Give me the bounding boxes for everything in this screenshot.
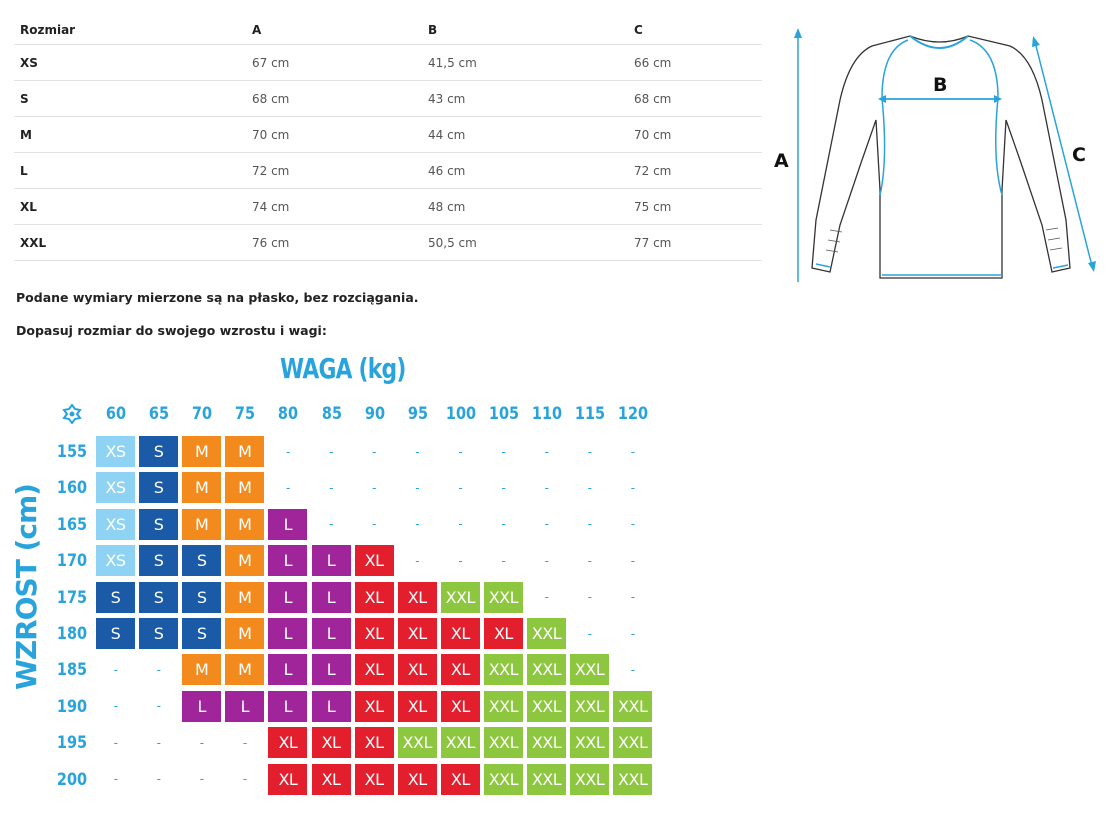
shirt-illustration [770,20,1105,295]
weight-header: 95 [407,404,428,424]
size-cell: - [587,444,592,459]
size-cell: L [268,545,307,576]
size-cell: S [139,509,178,540]
size-cell: XL [312,727,351,758]
size-cell: - [587,480,592,495]
weight-header: 90 [364,404,385,424]
size-measure: 43 cm [422,81,628,117]
size-cell: - [242,772,247,787]
size-cell: - [544,480,549,495]
note-flat: Podane wymiary mierzone są na płasko, bez rozciągania. [16,290,419,305]
size-cell: XL [398,618,437,649]
height-header: 185 [56,660,88,681]
height-header: 155 [56,442,88,462]
size-cell: XL [398,582,437,613]
height-header: 190 [56,696,88,717]
size-cell: - [458,553,463,568]
size-row [14,189,762,225]
height-header: 180 [56,624,88,644]
size-cell: L [312,582,351,613]
size-cell: XXL [441,582,480,613]
size-cell: XL [441,654,480,685]
size-cell: - [587,626,592,641]
size-cell: XL [355,654,394,685]
size-cell: XS [96,472,135,503]
size-cell: - [242,735,247,750]
size-cell: - [630,662,635,677]
size-measure: 67 cm [246,45,422,81]
size-cell: - [113,699,118,714]
size-cell: XXL [570,764,609,795]
size-cell: XS [96,509,135,540]
size-cell: - [199,772,204,787]
size-measure: 70 cm [628,117,762,153]
size-measure: 75 cm [628,189,762,225]
size-cell: XXL [570,691,609,722]
size-cell: - [285,480,290,495]
size-cell: M [225,509,264,540]
size-cell: XS [96,545,135,576]
size-cell: - [458,517,463,532]
size-cell: XL [355,545,394,576]
size-row [14,117,762,153]
size-cell: S [139,618,178,649]
size-cell: M [225,472,264,503]
size-cell: XL [398,654,437,685]
size-cell: - [501,553,506,568]
size-cell: S [182,545,221,576]
header-b: B [422,16,628,45]
size-cell: - [156,735,161,750]
size-cell: XXL [484,582,523,613]
size-cell: L [312,691,351,722]
size-name: L [14,153,246,189]
size-cell: M [225,545,264,576]
size-cell: XL [355,691,394,722]
size-cell: XL [441,691,480,722]
size-cell: - [544,553,549,568]
size-name: XS [14,45,246,81]
weight-header: 60 [105,404,127,424]
size-cell: - [415,444,420,459]
size-table-header [14,16,762,45]
size-cell: - [113,662,118,677]
size-cell: XXL [527,764,566,795]
size-cell: - [630,517,635,532]
size-measure: 76 cm [246,225,422,261]
size-cell: - [587,517,592,532]
size-measure: 68 cm [628,81,762,117]
size-cell: XXL [527,618,566,649]
dimension-c-label: C [1072,144,1086,166]
shirt-diagram [770,20,1105,295]
size-cell: S [139,582,178,613]
size-cell: L [268,654,307,685]
size-cell: XXL [484,654,523,685]
weight-header: 120 [618,404,649,424]
brand-logo-icon [62,404,82,424]
height-title: WZROST (cm) [10,484,43,690]
size-cell: L [312,654,351,685]
size-measure: 66 cm [628,45,762,81]
size-cell: L [312,545,351,576]
header-size: Rozmiar [14,16,246,45]
size-row [14,225,762,261]
weight-header: 110 [531,404,563,424]
size-cell: XL [355,764,394,795]
size-cell: XL [355,582,394,613]
size-cell: - [156,772,161,787]
size-cell: XXL [613,691,652,722]
size-cell: S [139,436,178,467]
size-cell: XXL [570,654,609,685]
size-cell: - [544,444,549,459]
size-cell: XL [398,691,437,722]
size-cell: - [156,699,161,714]
weight-header: 65 [149,404,170,424]
size-cell: - [630,553,635,568]
size-cell: XXL [484,764,523,795]
size-measure: 77 cm [628,225,762,261]
size-row [14,45,762,81]
size-cell: - [285,444,290,459]
size-cell: XXL [613,727,652,758]
size-cell: XL [355,618,394,649]
size-cell: - [329,517,333,532]
weight-title: WAGA (kg) [280,352,406,385]
size-measure: 72 cm [628,153,762,189]
header-c: C [628,16,762,45]
size-cell: L [182,691,221,722]
size-name: S [14,81,246,117]
size-cell: XS [96,436,135,467]
size-cell: - [630,480,635,495]
header-a: A [246,16,422,45]
size-cell: M [182,509,221,540]
size-cell: XXL [527,691,566,722]
weight-header: 80 [278,404,299,424]
size-cell: - [630,590,635,605]
size-cell: XL [268,727,307,758]
size-cell: XXL [527,727,566,758]
size-cell: XXL [570,727,609,758]
weight-header: 75 [235,404,256,424]
size-cell: XL [312,764,351,795]
size-cell: M [225,436,264,467]
size-cell: - [544,590,549,605]
size-cell: XL [441,764,480,795]
size-cell: - [458,480,463,495]
size-cell: - [501,480,506,495]
size-measure: 44 cm [422,117,628,153]
size-cell: L [225,691,264,722]
height-header: 195 [56,733,88,754]
size-cell: M [225,654,264,685]
size-measure: 70 cm [246,117,422,153]
size-cell: M [182,472,221,503]
size-cell: S [139,545,178,576]
size-cell: - [199,735,204,750]
size-cell: M [225,582,264,613]
size-measure: 72 cm [246,153,422,189]
size-measure: 48 cm [422,189,628,225]
size-row [14,81,762,117]
height-header: 170 [56,551,88,572]
size-cell: XXL [484,727,523,758]
size-cell: XXL [527,654,566,685]
size-cell: - [587,590,592,605]
size-cell: L [268,691,307,722]
size-cell: - [501,444,506,459]
size-measure: 50,5 cm [422,225,628,261]
weight-header: 85 [321,404,342,424]
size-cell: - [415,480,420,495]
size-name: XXL [14,225,246,261]
size-cell: S [96,618,135,649]
size-cell: S [182,582,221,613]
size-table [14,16,762,261]
size-row [14,153,762,189]
size-cell: S [182,618,221,649]
size-cell: L [312,618,351,649]
weight-header: 105 [488,404,519,424]
note-fit: Dopasuj rozmiar do swojego wzrostu i wagi: [16,323,327,338]
size-cell: XL [484,618,523,649]
size-cell: XL [398,764,437,795]
size-cell: M [182,436,221,467]
size-name: M [14,117,246,153]
size-cell: - [372,517,377,532]
size-cell: L [268,509,307,540]
size-measure: 74 cm [246,189,422,225]
size-cell: - [630,444,635,459]
size-cell: M [182,654,221,685]
size-cell: S [96,582,135,613]
height-header: 200 [56,769,88,790]
size-cell: - [113,735,118,750]
size-cell: - [329,444,333,459]
dimension-a-label: A [774,150,789,172]
size-cell: L [268,618,307,649]
size-cell: - [544,517,549,532]
height-header: 175 [56,587,88,608]
size-cell: XXL [613,764,652,795]
size-cell: - [415,517,420,532]
weight-header: 100 [445,404,476,424]
height-header: 165 [56,514,88,535]
height-header: 160 [56,478,88,499]
size-name: XL [14,189,246,225]
size-measure: 46 cm [422,153,628,189]
size-cell: - [458,444,463,459]
size-cell: XL [268,764,307,795]
size-cell: XXL [484,691,523,722]
size-cell: S [139,472,178,503]
weight-header: 70 [192,404,213,424]
size-cell: - [113,772,118,787]
size-cell: - [372,444,377,459]
size-cell: XL [441,618,480,649]
size-cell: - [329,480,333,495]
size-cell: - [415,553,420,568]
size-cell: - [372,480,377,495]
size-cell: - [156,662,161,677]
size-cell: XL [355,727,394,758]
weight-header: 115 [575,404,606,424]
size-cell: - [587,553,592,568]
dimension-b-label: B [933,74,948,96]
size-cell: XXL [398,727,437,758]
size-cell: M [225,618,264,649]
size-cell: L [268,582,307,613]
size-cell: XXL [441,727,480,758]
size-measure: 68 cm [246,81,422,117]
size-measure: 41,5 cm [422,45,628,81]
size-cell: - [501,517,506,532]
size-cell: - [630,626,635,641]
